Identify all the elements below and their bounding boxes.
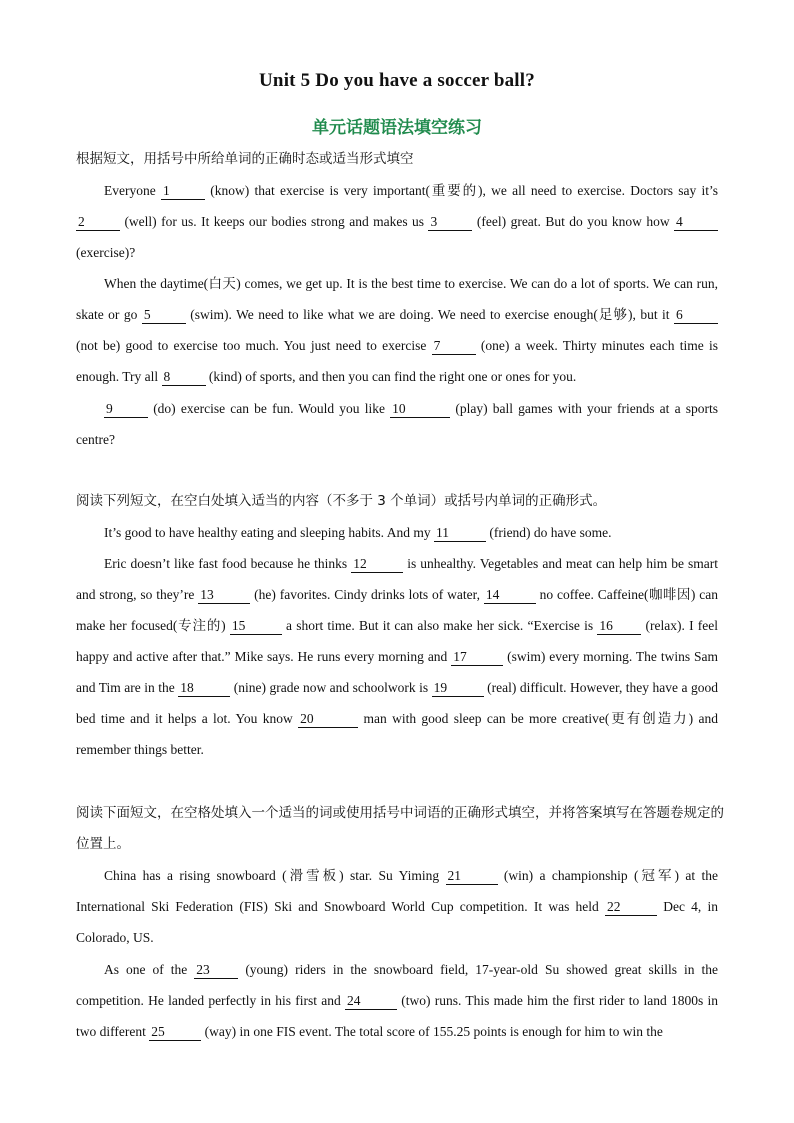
blank-4[interactable]: 4 [674, 214, 718, 231]
blank-10[interactable]: 10 [390, 401, 450, 418]
blank-21[interactable]: 21 [446, 868, 498, 885]
blank-7[interactable]: 7 [432, 338, 476, 355]
section1-instruction: 根据短文，用括号中所给单词的正确时态或适当形式填空 [76, 151, 414, 167]
blank-11[interactable]: 11 [434, 525, 486, 542]
page-subtitle: 单元话题语法填空练习 [312, 118, 482, 138]
blank-6[interactable]: 6 [674, 307, 718, 324]
blank-8[interactable]: 8 [162, 369, 206, 386]
section2-instruction: 阅读下列短文，在空白处填入适当的内容（不多于 3 个单词）或括号内单词的正确形式。 [76, 493, 607, 509]
section2-paragraph-2: Eric doesn’t like fast food because he thinks 12 is unhealthy. Vegetables and meat can help him be smart and strong, so they’re 13 (he) favorites. Cindy drinks lots of water, 14 no coffee. Caffeine(咖啡因) can make her focused(专注的) 15 a short time. But it can also make her sick. “Exercise is 16 (relax). I feel happy and active after that.” Mike says. He runs every morning and 17 (swim) every morning. The twins Sam and Tim are in the 18 (nine) grade now and schoolwork is 19 (real) difficult. However, they have a good bed time and it helps a lot. You know 20 man with good sleep can be more creative(更有创造力) and remember things better. [76, 556, 719, 757]
blank-9[interactable]: 9 [104, 401, 148, 418]
section2-paragraph-1: It’s good to have healthy eating and sleeping habits. And my 11 (friend) do have some. [104, 525, 612, 540]
section1-paragraph-3: 9 (do) exercise can be fun. Would you like 10 (play) ball games with your friends at a sports centre? [76, 401, 718, 447]
blank-22[interactable]: 22 [605, 899, 657, 916]
blank-13[interactable]: 13 [198, 587, 250, 604]
blank-18[interactable]: 18 [178, 680, 230, 697]
section1-paragraph-1: Everyone 1 (know) that exercise is very important(重要的), we all need to exercise. Doctors say it’s 2 (well) for us. It keeps our bodies strong and makes us 3 (feel) great. But do you know how 4 (exercise)? [76, 183, 718, 260]
section1-paragraph-2: When the daytime(白天) comes, we get up. It is the best time to exercise. We can do a lot of sports. We can run, skate or go 5 (swim). We need to like what we are doing. We need to exercise enough(足够), but it 6 (not be) good to exercise too much. You just need to exercise 7 (one) a week. Thirty minutes each time is enough. Try all 8 (kind) of sports, and then you can find the right one or ones for you. [76, 276, 718, 384]
blank-15[interactable]: 15 [230, 618, 282, 635]
blank-24[interactable]: 24 [345, 993, 397, 1010]
blank-16[interactable]: 16 [597, 618, 641, 635]
blank-2[interactable]: 2 [76, 214, 120, 231]
blank-20[interactable]: 20 [298, 711, 358, 728]
blank-23[interactable]: 23 [194, 962, 238, 979]
blank-25[interactable]: 25 [149, 1024, 201, 1041]
page-title: Unit 5 Do you have a soccer ball? [259, 70, 535, 91]
blank-19[interactable]: 19 [432, 680, 484, 697]
blank-12[interactable]: 12 [351, 556, 403, 573]
blank-5[interactable]: 5 [142, 307, 186, 324]
blank-17[interactable]: 17 [451, 649, 503, 666]
blank-3[interactable]: 3 [428, 214, 472, 231]
section3-paragraph-1: China has a rising snowboard (滑雪板) star. Su Yiming 21 (win) a championship (冠军) at the International Ski Federation (FIS) Ski and Snowboard World Cup competition. It was held 22 Dec 4, in Colorado, US. [76, 868, 719, 945]
section3-paragraph-2: As one of the 23 (young) riders in the snowboard field, 17-year-old Su showed great skills in the competition. He landed perfectly in his first and 24 (two) runs. This made him the first rider to land 1800s in two different 25 (way) in one FIS event. The total score of 155.25 points is enough for him to win the [76, 962, 719, 1039]
blank-1[interactable]: 1 [161, 183, 205, 200]
section3-instruction: 阅读下面短文，在空格处填入一个适当的词或使用括号中词语的正确形式填空，并将答案填写在答题卷规定的位置上。 [76, 805, 724, 852]
blank-14[interactable]: 14 [484, 587, 536, 604]
